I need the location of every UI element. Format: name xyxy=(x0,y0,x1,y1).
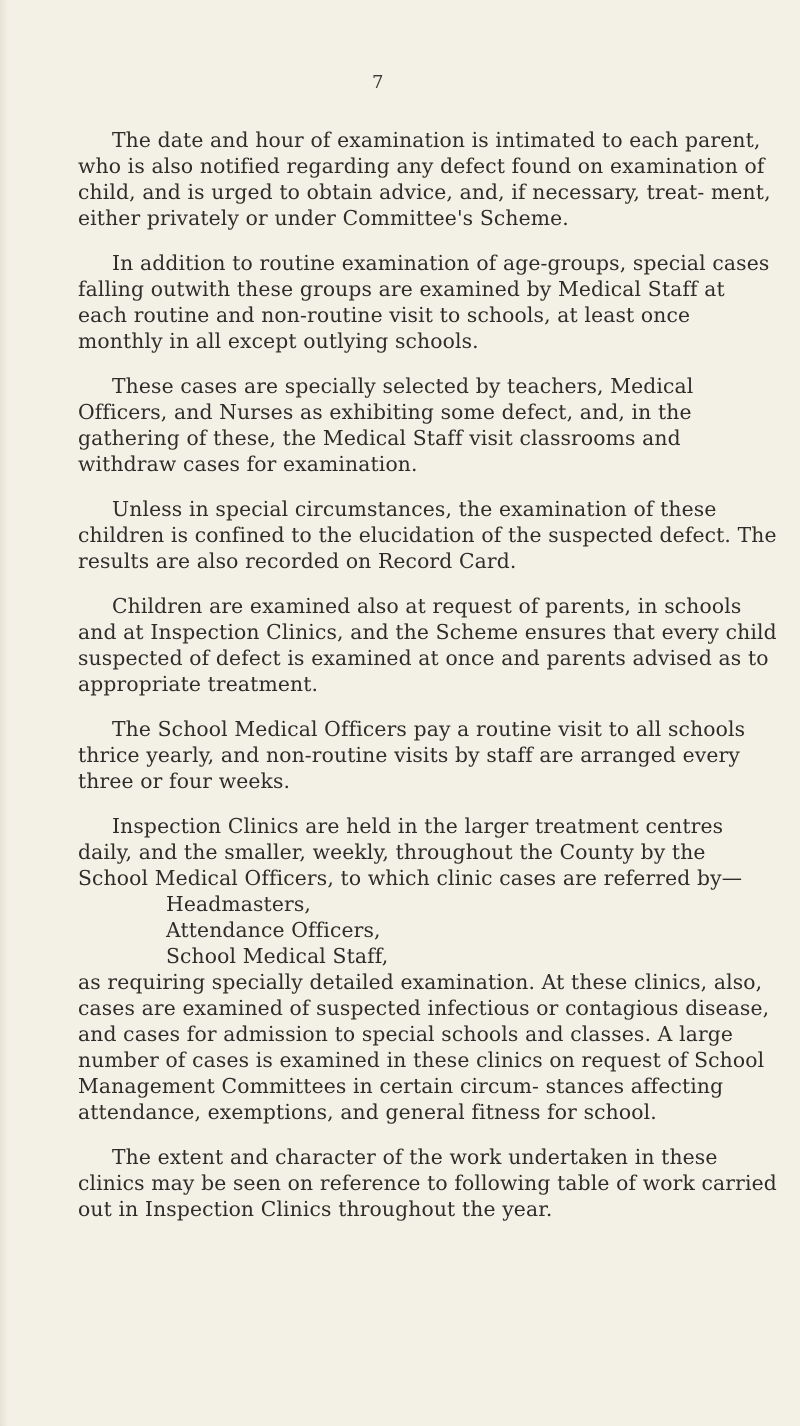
page-left-edge xyxy=(0,0,8,1426)
page-number: 7 xyxy=(372,72,384,93)
referrer-headmasters: Headmasters, xyxy=(166,892,311,916)
paragraph-special-cases: In addition to routine examination of age-groups, special cases falling outwith these groups are examined by Medical Staff at each routine and non-routine visit to schools, at least once monthly in all except outlying schools. xyxy=(78,251,770,353)
paragraph-closing: The extent and character of the work undertaken in these clinics may be seen on reference to following table of work carried out in Inspection Clinics throughout the year. xyxy=(78,1145,777,1221)
clinics-intro: Inspection Clinics are held in the larger treatment centres daily, and the smaller, weekly, throughout the County by the School Medical Officers, to which clinic xyxy=(78,814,724,890)
clinics-intro-end: cases are referred by— xyxy=(492,866,743,890)
paragraph-inspection-clinics xyxy=(78,813,780,891)
referrer-list xyxy=(78,891,780,969)
referrer-school-medical-staff: School Medical Staff, xyxy=(166,944,389,968)
referrer-attendance-officers: Attendance Officers, xyxy=(166,918,381,942)
paragraph-routine-visits: The School Medical Officers pay a routine visit to all schools thrice yearly, and non-routine visits by staff are arranged every three or four weeks. xyxy=(78,717,746,793)
paragraph-clinic-cases: as requiring specially detailed examination. At these clinics, also, cases are examined of suspected infectious or contagious disease, and cases for admission to special schools and classes. A large number of cases is examined in these clinics on request of School Management Committees in certain circum- stances affecting attendance, exemptions, and general fitness for school. xyxy=(78,970,770,1124)
paragraph-circumstances: Unless in special circumstances, the examination of these children is confined to the elucidation of the suspected defect. The results are also recorded on Record Card. xyxy=(78,497,777,573)
paragraph-parent-requests: Children are examined also at request of parents, in schools and at Inspection Clinics, and the Scheme ensures that every child suspected of defect is examined at once and parents advised as to appropriate treatment. xyxy=(78,594,777,696)
paragraph-notification: The date and hour of examination is intimated to each parent, who is also notified regarding any defect found on examination of child, and is urged to obtain advice, and, if necessary, treat- ment, either privately or under Committee's Scheme. xyxy=(78,128,771,230)
paragraph-selection: These cases are specially selected by teachers, Medical Officers, and Nurses as exhibiting some defect, and, in the gathering of these, the Medical Staff visit classrooms and withdraw cases for examination. xyxy=(78,374,694,476)
document-text xyxy=(78,127,780,1241)
